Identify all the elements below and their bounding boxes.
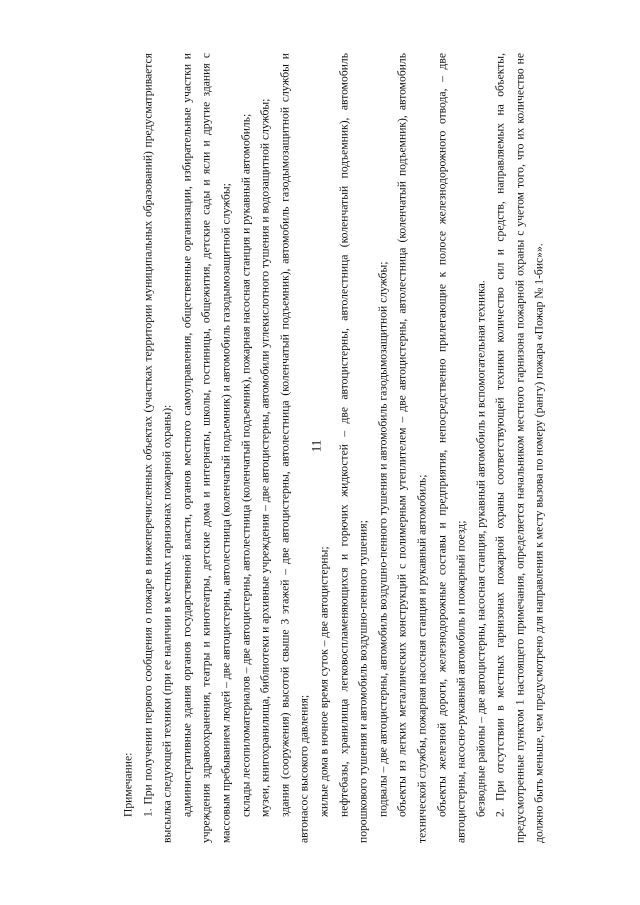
note-paragraph: 2. При отсутствии в местных гарнизонах пожарной охраны соответствующей техники количество сил и средств, направляемых на объекты, предусмотренные пунктом 1 настоящего примечания, определяется начальником местного гарнизона пожарной охраны с учетом того, что их количество не должно быть меньше, чем предусмотрено для направления к месту вызова по номеру (рангу) пожара «Пожар № 1-бис»». <box>493 53 546 843</box>
note-item: здания (сооружения) высотой свыше 3 этажей – две автоцистерны, автолестница (коленчатый подъемник), автомобиль газодымозащитной службы и автонасос высокого давления; <box>278 53 311 843</box>
note-item: жилые дома в ночное время суток – две автоцистерны; <box>317 546 331 817</box>
note-item: административные здания органов государственной власти, органов местного самоуправления, общественные организации, избирательные участки и учреждения здравоохранения, театры и кинотеатры, детские дома и интернаты, школы, гостиницы, общежития, детские сады и ясли и другие здания с массовым пребыванием людей – две автоцистерны, автолестница (коленчатый подъемник) и автомобиль газодымозащитной службы; <box>180 53 233 843</box>
note-item: нефтебазы, хранилища легковоспламеняющихся и горючих жидкостей – две автоцистерны, автолестница (коленчатый подъемник), автомобиль порошкового тушения и автомобиль воздушно-пенного тушения; <box>337 53 370 843</box>
note-item: склады лесопиломатериалов – две автоцистерны, автолестница (коленчатый подъемник), пожарная насосная станция и рукавный автомобиль; <box>239 113 253 817</box>
note-heading: Примечание: <box>121 752 135 817</box>
note-item: объекты железной дороги, железнодорожные составы и предприятия, непосредственно прилегающие к полосе железнодорожного отвода, – две автоцистерны, насосно-рукавный автомобиль и пожарный поезд; <box>434 53 468 843</box>
note-item: музеи, книгохранилища, библиотеки и архивные учреждения – две автоцистерны, автомобили углекислотного тушения и водозащитной службы; <box>258 98 272 817</box>
note-item: безводные районы – две автоцистерны, насосная станция, рукавный автомобиль и вспомогательная техника. <box>474 280 488 817</box>
page-number: 11 <box>308 439 324 453</box>
note-item: объекты из легких металлических конструкций с полимерным утеплителем – две автоцистерны, автолестница (коленчатый подъемник), автомобиль технической службы, пожарная насосная станция и рукавный автомобиль; <box>395 53 429 843</box>
note-item: подвалы – две автоцистерны, автомобиль воздушно-пенного тушения и автомобиль газодымозащитной службы; <box>376 261 390 817</box>
note-paragraph: 1. При получении первого сообщения о пожаре в нижеперечисленных объектах (участках территории муниципальных образований) предусматривается высылка следующей техники (при ее наличии в местных гарнизонах пожарной охраны): <box>141 53 174 843</box>
rotated-text-block <box>118 53 549 843</box>
